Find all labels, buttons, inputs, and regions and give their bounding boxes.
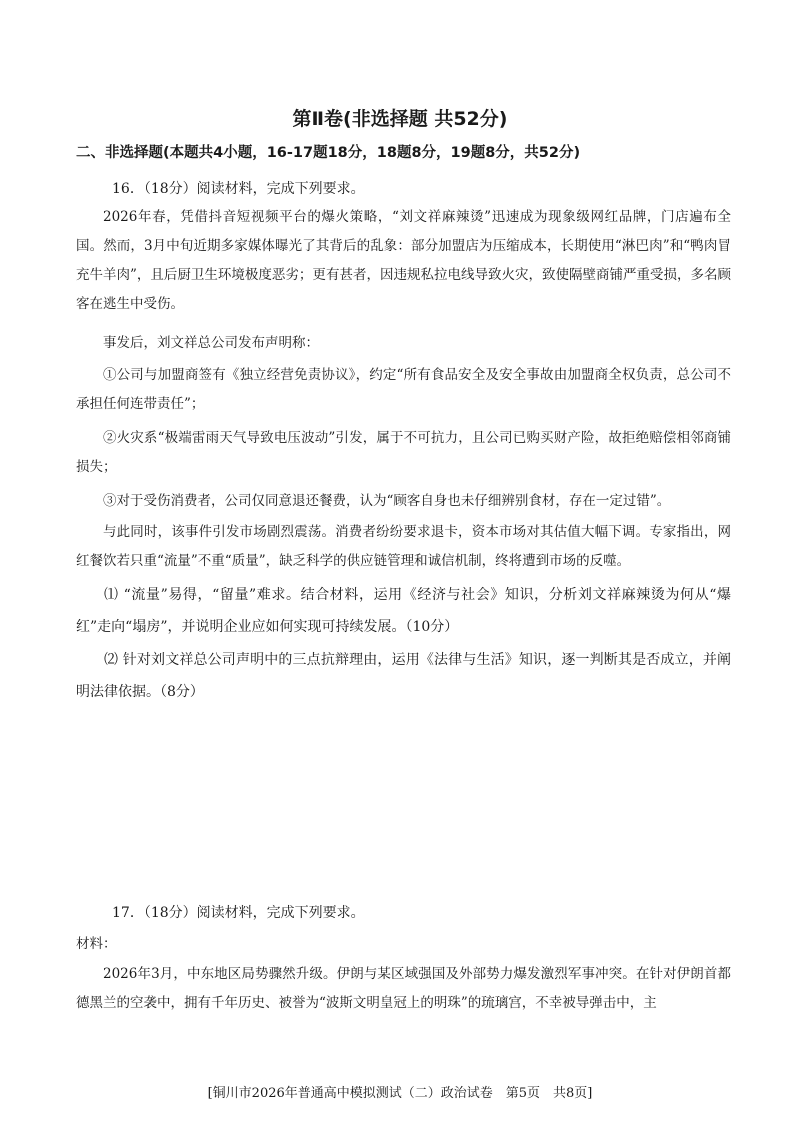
q16-statement-1: ①公司与加盟商签有《独立经营免责协议》，约定“所有食品安全及安全事故由加盟商全权负责，总公司不承担任何连带责任”； <box>76 367 731 412</box>
question-17-heading: 17．（18分）阅读材料，完成下列要求。 <box>112 905 365 921</box>
section-title: 第Ⅱ卷(非选择题 共52分) <box>292 108 508 130</box>
q17-material-label: 材料： <box>76 936 117 952</box>
q16-material-paragraph-6: 与此同时，该事件引发市场剧烈震荡。消费者纷纷要求退卡，资本市场对其估值大幅下调。专家指出，网红餐饮若只重“流量”不重“质量”，缺乏科学的供应链管理和诚信机制，终将遭到市场的反噬。 <box>76 524 731 569</box>
question-16-heading: 16．（18分）阅读材料，完成下列要求。 <box>112 181 365 197</box>
q16-statement-3: ③对于受伤消费者，公司仅同意退还餐费，认为“顾客自身也未仔细辨别食材，存在一定过错”。 <box>103 493 671 509</box>
q16-subquestion-2: ⑵ 针对刘文祥总公司声明中的三点抗辩理由，运用《法律与生活》知识，逐一判断其是否成立，并阐明法律依据。（8分） <box>76 652 731 700</box>
q17-material-paragraph-1: 2026年3月，中东地区局势骤然升级。伊朗与某区域强国及外部势力爆发激烈军事冲突。在针对伊朗首都德黑兰的空袭中，拥有千年历史、被誉为“波斯文明皇冠上的明珠”的琉璃宫，不幸被导弹击中，主 <box>76 966 731 1011</box>
part-heading: 二、非选择题(本题共4小题，16-17题18分，18题8分，19题8分，共52分) <box>76 145 581 161</box>
q16-statement-2: ②火灾系“极端雷雨天气导致电压波动”引发，属于不可抗力，且公司已购买财产险，故拒绝赔偿相邻商铺损失； <box>76 430 731 475</box>
q16-subquestion-1: ⑴ “流量”易得，“留量”难求。结合材料，运用《经济与社会》知识，分析刘文祥麻辣烫为何从“爆红”走向“塌房”，并说明企业应如何实现可持续发展。（10分） <box>76 587 731 635</box>
q16-material-paragraph-2: 事发后，刘文祥总公司发布声明称： <box>103 335 319 351</box>
q16-material-paragraph-1: 2026年春，凭借抖音短视频平台的爆火策略，“刘文祥麻辣烫”迅速成为现象级网红品牌，门店遍布全国。然而，3月中旬近期多家媒体曝光了其背后的乱象：部分加盟店为压缩成本，长期使用“淋巴肉”和“鸭肉冒充牛羊肉”，且后厨卫生环境极度恶劣；更有甚者，因违规私拉电线导致火灾，致使隔壁商铺严重受损，多名顾客在逃生中受伤。 <box>76 209 731 312</box>
page-footer: [铜川市2026年普通高中模拟测试（二）政治试卷 第5页 共8页] <box>207 1086 593 1101</box>
